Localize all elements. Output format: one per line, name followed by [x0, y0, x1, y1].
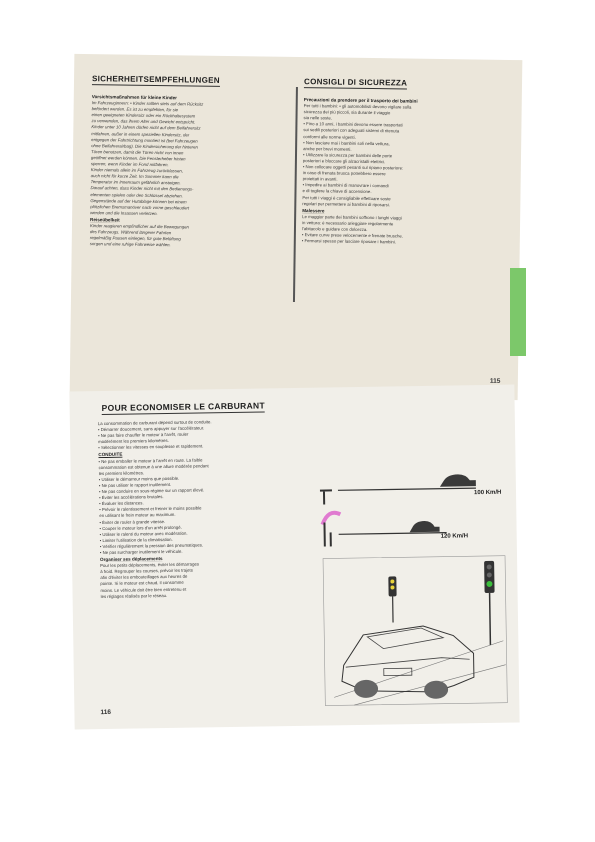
text-line: anche per brevi momenti. — [303, 145, 352, 152]
text-line: l'abitacolo e guidare con dolcezza. — [301, 226, 368, 232]
text-line: e di togliere la chiave di accensione. — [302, 188, 372, 195]
text-line: Gegenstände auf der Hutablage können bei einem — [90, 197, 187, 205]
page-115 — [70, 54, 523, 400]
text-line: • Non lasciare mai i bambini soli nella vettura, — [303, 139, 390, 146]
french-text-column — [98, 418, 301, 600]
text-line: elementen spielen oder den Schlüssel abziehen. — [90, 191, 183, 198]
text-line: einen geeigneten Kindersitz oder ein Rückhaltesystem — [91, 112, 196, 119]
text-line: mitfahren, außer in einem speziellen Kindersitz, der — [91, 130, 190, 138]
text-line: in caso di frenata brusca potrebbero essere — [302, 170, 386, 177]
column-divider — [293, 87, 298, 302]
italian-text-column — [302, 97, 504, 247]
text-line: sui sedili posteriori con adeguati sistemi di ritenuta — [303, 127, 400, 134]
text-line: • Prévoir le ralentissement et freiner le moins possible — [99, 505, 202, 513]
text-line: Kinder niemals allein im Fahrzeug zurücklassen, — [90, 167, 183, 174]
speed-illustration — [316, 460, 507, 553]
text-line: les réglages réalisés par le réseau. — [100, 592, 168, 599]
text-line: Kinder reagieren empfindlicher auf die Bewegungen — [89, 223, 189, 230]
text-line: Precauzioni da prendere per il trasporto dei bambini — [303, 97, 418, 104]
text-line: • Fermarsi spesso per lasciare riposare i bambini. — [301, 238, 397, 245]
text-line: Darauf achten, dass Kinder nicht mit den Bedienungs- — [90, 185, 194, 192]
text-line: • Éviter de rouler à grande vitesse. — [99, 518, 166, 525]
text-line: Kinder unter 10 Jahren dürfen nicht auf dem Beifahrersitz — [91, 124, 201, 132]
text-line: • Impedire ai bambini di manovrare i comandi — [302, 182, 389, 189]
heading-de: SICHERHEITSEMPFEHLUNGEN — [91, 74, 220, 85]
text-line: sicurezza dei più piccoli, sia durante il viaggio — [303, 109, 391, 116]
speed-label-120: 120 Km/H — [440, 533, 469, 540]
text-line: • Ne pas utiliser le rapport inutilement. — [98, 481, 172, 489]
text-line: • Utiliser le démarreur moins que possible. — [98, 475, 180, 482]
text-line: Per tutti i bambini: • gli automobilisti devono vigilare sulla — [303, 103, 412, 110]
text-line: plötzlichen Bremsmanöver nach vorne geschleudert — [90, 203, 190, 211]
text-line: Pour les petits déplacements, éviter les démarrages — [100, 561, 200, 569]
text-line: • Démarrer doucement, sans appuyer sur l'accélérateur. — [97, 425, 205, 433]
text-line: entgegen der Fahrtrichtung montiert ist (bei Fahrzeugen — [91, 136, 198, 144]
page-number: 115 — [489, 377, 501, 385]
text-line: • Sélectionner les vitesses en souplesse et rapidement. — [98, 443, 204, 451]
text-line: sia nelle soste. — [303, 115, 332, 121]
speed-label-100: 100 Km/H — [473, 489, 502, 497]
text-line: • Ne pas conduire en sous-régime sur un rapport élevé. — [98, 487, 205, 495]
text-line: sorgen und eine ruhige Fahrweise wählen. — [89, 241, 171, 248]
text-line: Per tutti i viaggi è consigliabile effettuare soste — [302, 194, 391, 201]
text-line: à froid. Regrouper les courses, prévoir les trajets — [100, 567, 193, 575]
text-line: • Couper le moteur lors d'un arrêt prolongé. — [99, 524, 182, 531]
text-line: consommation est obtenue à une allure modérée pendant — [98, 462, 209, 470]
german-text-column — [90, 94, 290, 250]
text-line: regelmäßig Pausen einlegen, für gute Belüftung — [89, 235, 181, 242]
text-line: • Ne pas emballer le moteur à l'arrêt en route. La faible — [98, 456, 203, 464]
traffic-light-car-illustration — [322, 555, 509, 708]
text-line: • Vérifier régulièrement la pression des pneumatiques. — [99, 542, 204, 549]
text-line: • Evitare curve prese velocemente e frenate brusche. — [301, 232, 404, 239]
text-line: Le maggior parte dei bambini soffrono i lunghi viaggi — [302, 213, 402, 221]
text-line: • Ne pas surcharger inutilement le véhicule. — [99, 548, 183, 556]
text-line: modérément les premiers kilomètres. — [98, 438, 169, 445]
text-line: Im Fahrzeuginnern: • Kinder sollten stets auf dem Rücksitz — [91, 100, 204, 107]
text-line: • Non collocare oggetti pesanti sul ripiano posteriore: — [302, 164, 404, 171]
text-line: • Limiter l'utilisation de la climatisation. — [99, 536, 173, 543]
text-line: • Éviter les accélérations brutales. — [99, 494, 164, 501]
text-line: La consommation de carburant dépend surtout de conduite. — [97, 419, 212, 427]
page-116 — [69, 385, 519, 730]
text-line: pointe. Si le moteur est chaud, il consomme — [100, 580, 184, 587]
heading-fr: POUR ECONOMISER LE CARBURANT — [101, 400, 265, 414]
text-line: CONDUITE — [98, 452, 123, 458]
text-line: werden und die Insassen verletzen. — [90, 209, 158, 216]
text-line: Organiser ses déplacements — [99, 556, 163, 563]
text-line: in vettura: è necessario arieggiare regolarmente — [302, 219, 394, 227]
text-line: afin d'éviter les embouteillages aux heures de — [100, 574, 188, 581]
text-line: • Ne pas faire chauffer le moteur à l'arrêt, rouler — [98, 431, 189, 439]
text-line: Malessere — [302, 207, 325, 214]
text-line: geöffnet werden können. Die Fensterheber hinten — [90, 155, 186, 162]
green-thumb-tab — [510, 268, 526, 356]
text-line: en utilisant le frein moteur au maximum. — [99, 512, 176, 519]
text-line: les premiers kilomètres. — [98, 470, 145, 476]
text-line: Reiseübelkeit — [90, 216, 120, 223]
text-line: Türen benutzen, damit die Türen nicht von innen — [90, 148, 184, 156]
text-line: conformi alle norme vigenti. — [303, 133, 356, 140]
text-line: regolari per permettere ai bambini di riposarsi. — [302, 200, 391, 207]
text-line: posteriori e bloccare gli alzacristalli elettrici. — [302, 158, 386, 165]
text-line: • Utilizzare la sicurezza per bambini delle porte — [302, 151, 393, 159]
heading-it: CONSIGLI DI SICUREZZA — [303, 77, 408, 88]
text-line: zu verwenden, das ihrem Alter und Gewicht entspricht. — [91, 118, 196, 125]
page-number: 116 — [100, 708, 111, 717]
text-line: Temperatur im Innenraum gefährlich ansteigen. — [90, 179, 181, 186]
text-line: • Évaluer les distances. — [99, 500, 144, 507]
text-line: moins. Le véhicule doit être bien entretenu et — [100, 586, 187, 593]
text-line: des Fahrzeugs. Während längerer Fahrten — [89, 229, 172, 236]
text-line: • Fino a 10 anni, i bambini devono essere trasportati — [303, 121, 403, 128]
text-line: Vorsichtsmaßnahmen für kleine Kinder — [91, 94, 178, 101]
text-line: auch nicht für kurze Zeit. Im Sommer kann die — [90, 173, 179, 180]
text-line: • Utiliser le ralenti du moteur avec modération. — [99, 530, 188, 537]
text-line: sperren, wenn Kinder im Fond mitfahren. — [90, 161, 169, 168]
text-line: proiettati in avanti. — [302, 176, 338, 182]
text-line: ohne Beifahrerairbag). Die Kindersicherung der hinteren — [91, 142, 198, 150]
text-line: befördert werden. Es ist zu empfehlen, für sie — [91, 106, 179, 113]
